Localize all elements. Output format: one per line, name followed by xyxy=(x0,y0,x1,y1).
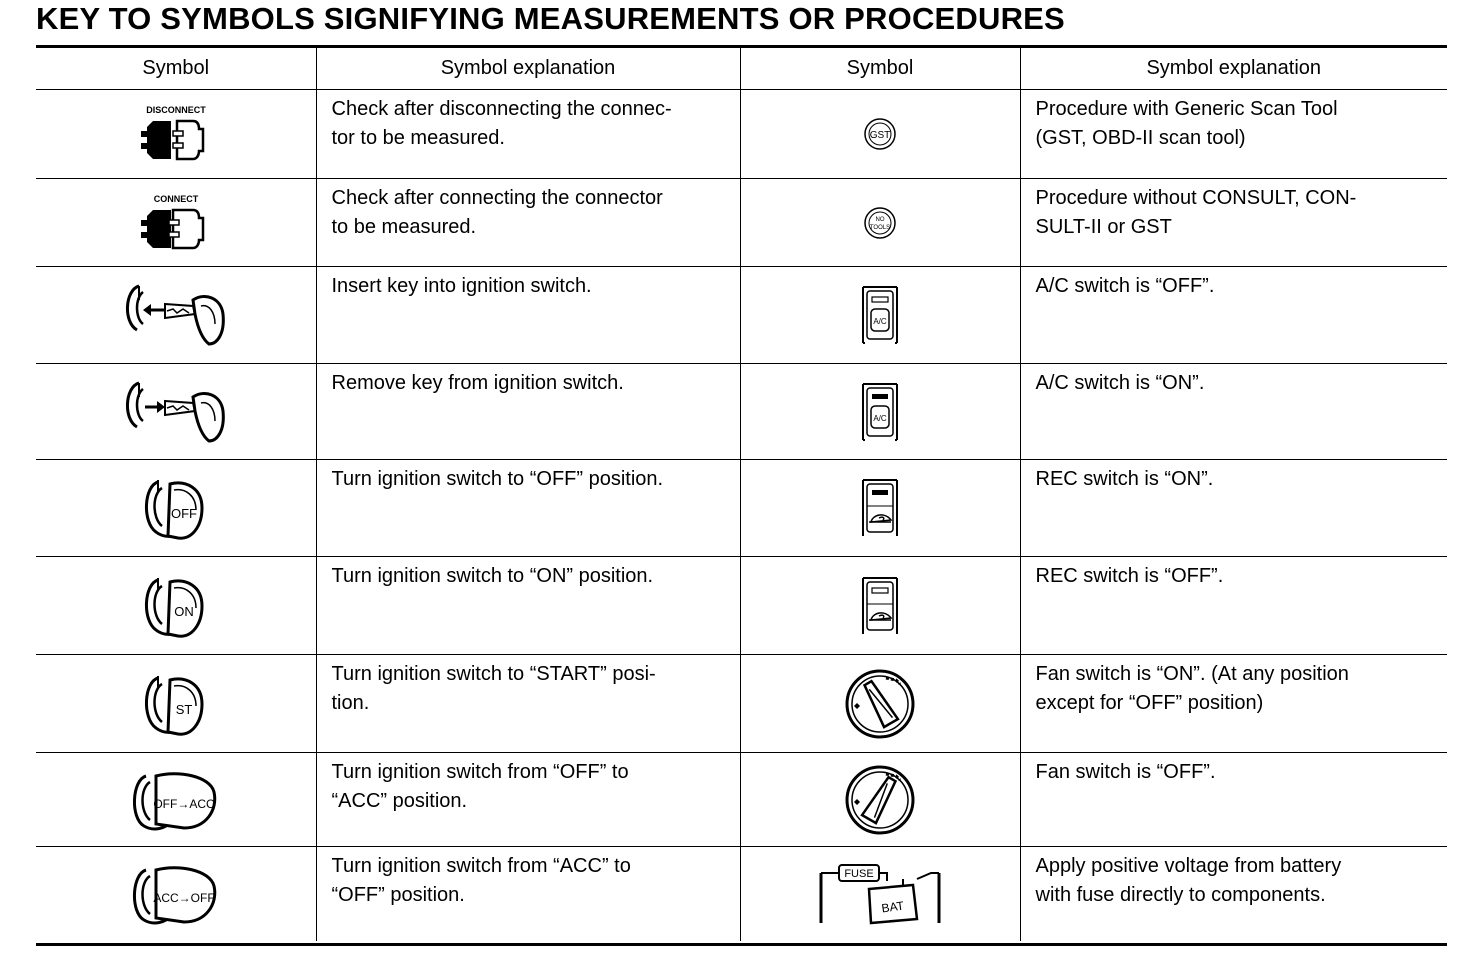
svg-text:ST: ST xyxy=(175,701,193,717)
svg-text:A/C: A/C xyxy=(873,413,887,423)
symbol-cell xyxy=(36,179,316,267)
symbol-cell xyxy=(36,267,316,364)
svg-text:BAT: BAT xyxy=(880,898,905,916)
explanation-text: A/C switch is “OFF”. xyxy=(1035,275,1215,297)
symbol-cell xyxy=(36,655,316,753)
ac-switch-off-icon xyxy=(855,306,905,326)
connect-connector-icon xyxy=(133,193,219,231)
table-row xyxy=(36,90,1447,179)
explanation-text: Procedure without CONSULT, CON- SULT-II or GST xyxy=(1035,187,1357,238)
explanation-cell xyxy=(1020,267,1447,364)
remove-key-icon xyxy=(121,403,231,420)
battery-fuse-icon xyxy=(815,867,945,916)
table-row xyxy=(36,557,1447,655)
svg-text:ON: ON xyxy=(174,603,194,619)
table-row xyxy=(36,753,1447,847)
header-symbol: Symbol xyxy=(36,48,316,90)
explanation-text: Check after disconnecting the connec- tor to be measured. xyxy=(331,98,672,149)
explanation-text: Turn ignition switch from “OFF” to “ACC” position. xyxy=(331,761,629,812)
symbol-cell xyxy=(740,847,1020,941)
explanation-cell xyxy=(316,753,740,847)
ignition-start-icon xyxy=(136,695,216,717)
explanation-text: REC switch is “OFF”. xyxy=(1035,565,1224,587)
explanation-cell xyxy=(1020,847,1447,941)
explanation-cell xyxy=(316,847,740,941)
svg-text:A/C: A/C xyxy=(873,317,887,326)
explanation-cell xyxy=(316,90,740,179)
no-tools-icon xyxy=(860,214,900,231)
explanation-text: A/C switch is “ON”. xyxy=(1035,372,1205,394)
svg-text:TOOLS: TOOLS xyxy=(869,224,891,231)
svg-text:CONNECT: CONNECT xyxy=(153,193,198,204)
explanation-text: Turn ignition switch to “START” posi- tion. xyxy=(331,663,656,714)
explanation-text: Turn ignition switch to “OFF” position. xyxy=(331,468,664,490)
symbol-cell xyxy=(740,90,1020,179)
explanation-cell xyxy=(316,460,740,557)
explanation-text: Fan switch is “OFF”. xyxy=(1035,761,1216,783)
symbols-table xyxy=(36,48,1447,941)
symbol-cell xyxy=(36,364,316,460)
ignition-acc-to-off-icon xyxy=(126,885,226,905)
ac-switch-on-icon xyxy=(855,403,905,423)
explanation-cell xyxy=(316,364,740,460)
explanation-text: Fan switch is “ON”. (At any position except for “OFF” position) xyxy=(1035,663,1349,714)
rec-switch-on-icon xyxy=(855,499,905,516)
explanation-cell xyxy=(1020,655,1447,753)
explanation-text: Insert key into ignition switch. xyxy=(331,275,592,297)
explanation-cell xyxy=(1020,460,1447,557)
table-row xyxy=(36,847,1447,941)
table-row xyxy=(36,655,1447,753)
symbol-cell xyxy=(740,655,1020,753)
explanation-cell xyxy=(316,267,740,364)
symbol-cell xyxy=(740,753,1020,847)
svg-text:GST: GST xyxy=(869,130,891,141)
explanation-text: Turn ignition switch from “ACC” to “OFF” position. xyxy=(331,855,631,906)
explanation-text: Turn ignition switch to “ON” position. xyxy=(331,565,654,587)
table-row xyxy=(36,267,1447,364)
explanation-text: Procedure with Generic Scan Tool (GST, OBD-II scan tool) xyxy=(1035,98,1338,149)
explanation-cell xyxy=(1020,179,1447,267)
fan-switch-off-icon xyxy=(840,791,920,808)
explanation-cell xyxy=(1020,557,1447,655)
table-row xyxy=(36,364,1447,460)
explanation-cell xyxy=(1020,753,1447,847)
insert-key-icon xyxy=(121,306,231,323)
bottom-rule xyxy=(36,943,1447,946)
ignition-on-icon xyxy=(136,597,216,619)
symbol-cell xyxy=(36,90,316,179)
rec-switch-off-icon xyxy=(855,597,905,614)
header-symbol: Symbol xyxy=(740,48,1020,90)
explanation-text: Check after connecting the connector to be measured. xyxy=(331,187,663,238)
symbol-cell xyxy=(36,847,316,941)
symbol-cell xyxy=(36,753,316,847)
page-title: KEY TO SYMBOLS SIGNIFYING MEASUREMENTS OR PROCEDURES xyxy=(36,1,1065,36)
explanation-cell xyxy=(316,557,740,655)
symbol-cell xyxy=(36,557,316,655)
table-row xyxy=(36,179,1447,267)
symbol-cell xyxy=(740,179,1020,267)
svg-text:ACC→OFF: ACC→OFF xyxy=(153,890,215,905)
symbol-cell xyxy=(36,460,316,557)
explanation-cell xyxy=(316,179,740,267)
symbol-cell xyxy=(740,460,1020,557)
ignition-off-icon xyxy=(136,499,216,521)
table-row xyxy=(36,460,1447,557)
svg-text:OFF→ACC: OFF→ACC xyxy=(153,796,215,811)
symbol-cell xyxy=(740,557,1020,655)
disconnect-connector-icon xyxy=(133,105,219,142)
symbol-cell xyxy=(740,364,1020,460)
header-explanation: Symbol explanation xyxy=(1020,48,1447,90)
explanation-text: Apply positive voltage from battery with fuse directly to components. xyxy=(1035,855,1342,906)
explanation-text: REC switch is “ON”. xyxy=(1035,468,1214,490)
explanation-text: Remove key from ignition switch. xyxy=(331,372,624,394)
svg-text:DISCONNECT: DISCONNECT xyxy=(145,105,206,115)
table-header-row xyxy=(36,48,1447,90)
ignition-off-to-acc-icon xyxy=(126,791,226,811)
fan-switch-on-icon xyxy=(840,695,920,712)
explanation-cell xyxy=(316,655,740,753)
explanation-cell xyxy=(1020,90,1447,179)
svg-text:NO: NO xyxy=(875,216,885,223)
explanation-cell xyxy=(1020,364,1447,460)
svg-text:FUSE: FUSE xyxy=(844,867,874,880)
gst-icon xyxy=(860,125,900,142)
symbol-cell xyxy=(740,267,1020,364)
header-explanation: Symbol explanation xyxy=(316,48,740,90)
svg-text:OFF: OFF xyxy=(170,506,197,521)
